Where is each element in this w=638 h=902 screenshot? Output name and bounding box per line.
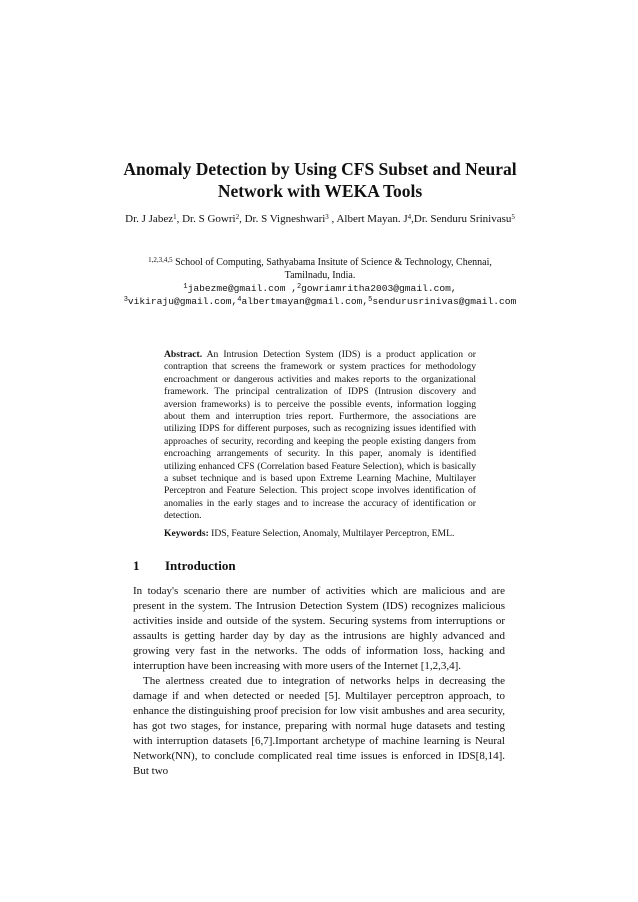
author-name: Dr. S Vigneshwari <box>244 213 326 225</box>
email-mark: 5 <box>368 296 373 304</box>
affiliation <box>126 256 514 282</box>
author-mark: 5 <box>511 213 515 221</box>
section-body <box>133 584 505 779</box>
email-line: $^1$jabezme@gmail.com ,$^2$gowriamritha2003@gmail.com, <box>183 283 457 294</box>
email-mark: 3 <box>123 296 128 304</box>
author-name: Albert Mayan. J <box>336 213 408 225</box>
author-name: Dr. S Gowri <box>182 213 236 225</box>
email-mark: 2 <box>296 283 302 291</box>
email-mark: 1 <box>183 283 188 291</box>
email-address[interactable]: vikiraju@gmail.com, <box>127 296 238 307</box>
author-name: Dr. J Jabez <box>125 213 174 225</box>
section-number: 1 <box>133 558 140 573</box>
paragraph: In today's scenario there are number of activities which are malicious and are present in the system. The Intrusion Detection System (IDS) recognizes malicious activities inside and outside of the system. Securing systems from interruptions or assaults is getting harder day by day as the intrusions are highly advanced and growing very fast in the networks. The odds of information loss, hacking and interruption have been increasing with more users of the Internet [1,2,3,4]. <box>133 585 505 672</box>
affiliation-marks: 1,2,3,4,5 <box>148 256 173 264</box>
paper-title: Anomaly Detection by Using CFS Subset and Neural Network with WEKA Tools <box>123 159 517 201</box>
abstract <box>164 349 476 523</box>
email-address[interactable]: sendurusrinivas@gmail.com <box>372 296 517 307</box>
affiliation-text: School of Computing, Sathyabama Insitute of Science & Technology, Chennai, Tamilnadu, India. <box>175 257 492 281</box>
email-address[interactable]: gowriamritha2003@gmail.com, <box>301 283 457 294</box>
email-mark: 4 <box>237 296 242 304</box>
email-block <box>96 282 544 308</box>
keywords-text: IDS, Feature Selection, Anomaly, Multilayer Perceptron, EML. <box>211 528 455 539</box>
keywords <box>164 528 476 540</box>
author-mark: 4 <box>407 213 412 221</box>
abstract-label: Abstract. <box>164 349 203 360</box>
section-title: Introduction <box>165 558 236 573</box>
author-list: Dr. J Jabez$^1$, Dr. S Gowri$^2$, Dr. S Vigneshwari$^3$ , Albert Mayan. $J^4,Dr$. Senduru Srinivasu$^5$ <box>125 213 515 225</box>
paragraph: The alertness created due to integration of networks helps in decreasing the damage if and when detected or needed [5]. Multilayer perceptron approach, to enhance the distinguishing proof precision for low visit ambushes and area security, has got two stages, for instance, preparing with normal huge datasets and testing with interruption datasets [6,7].Important archetype of machine learning is Neural Network(NN), to conclude complicated real time issues is enforced in IDS[8,14]. But two <box>133 675 505 777</box>
email-line <box>96 295 544 308</box>
author-mark: 1 <box>173 213 177 221</box>
abstract-text: An Intrusion Detection System (IDS) is a product application or contraption that screens the framework or system practices for methodology encroachment or dangerous activities and makes reports to the organizational framework. The principal centralization of IDPS (Intrusion discovery and aversion frameworks) is to perceive the possible events, information logging about them and interruption tries report. Furthermore, the associations are utilizing IDPS for different purposes, such as recognizing issues identified with approaches of security, recording and keeping the people existing dangers from encroaching arrangements of security. In this paper, anomaly is identified utilizing enhanced CFS (Correlation based Feature Selection), which is basically a subset technique and is based upon Extreme Learning Machine, Multilayer Perceptron and Feature Selection. This project scope involves identification of anomalies in the early stages and to increase the accuracy of identification or detection. <box>164 349 476 522</box>
author-name: Dr. Senduru Srinivasu <box>413 213 512 225</box>
section-heading <box>133 558 513 574</box>
author-mark: 2 <box>235 213 240 221</box>
author-mark: 3 <box>325 213 329 221</box>
email-address[interactable]: albertmayan@gmail.com, <box>241 296 369 307</box>
keywords-label: Keywords: <box>164 528 209 539</box>
email-address[interactable]: jabezme@gmail.com <box>187 283 286 294</box>
